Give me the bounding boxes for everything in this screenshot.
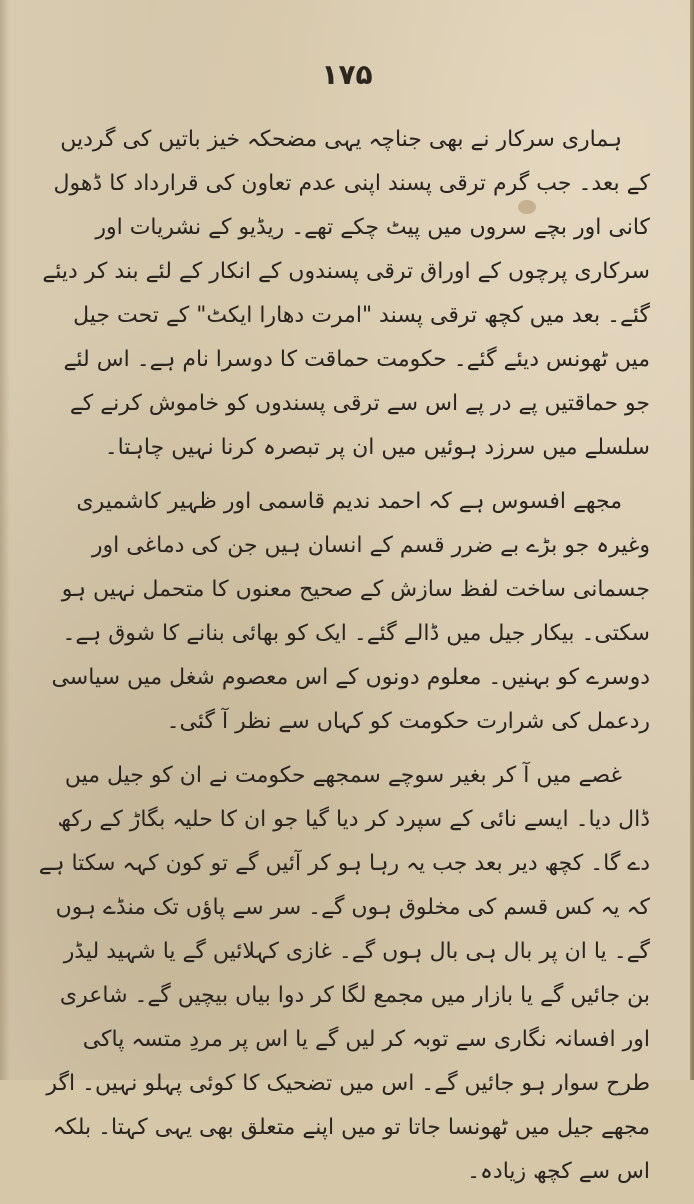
body-text bbox=[38, 118, 650, 1204]
paragraph-1: ہماری سرکار نے بھی جناچہ یہی مضحکہ خیز باتیں کی گردیں کے بعد۔ جب گرم ترقی پسند اپنی عدم تعاون کی قرارداد کا ڈھول کانی اور بچے سروں میں پیٹ چکے تھے۔ ریڈیو کے نشریات اور سرکاری پرچوں کے اوراق ترقی پسندوں کے انکار کے لئے بند کر دیئے گئے۔ بعد میں کچھ ترقی پسند "امرت دھارا ایکٹ" کے تحت جیل میں ٹھونس دیئے گئے۔ حکومت حماقت کا دوسرا نام ہے۔ اس لئے جو حماقتیں پے در پے اس سے ترقی پسندوں کو خاموش کرنے کے سلسلے میں سرزد ہوئیں میں ان پر تبصرہ کرنا نہیں چاہتا۔ bbox=[42, 127, 650, 460]
paragraph-2: مجھے افسوس ہے کہ احمد ندیم قاسمی اور ظہیر کاشمیری وغیرہ جو بڑے بے ضرر قسم کے انسان ہیں جن کی دماغی اور جسمانی ساخت لفظ سازش کے صحیح معنوں کا متحمل نہیں ہو سکتی۔ بیکار جیل میں ڈالے گئے۔ ایک کو بھائی بنانے کا شوق ہے۔ دوسرے کو بہنیں۔ معلوم دونوں کے اس معصوم شغل میں سیاسی ردعمل کی شرارت حکومت کو کہاں سے نظر آ گئی۔ bbox=[51, 489, 650, 734]
page-number: ۱۷۵ bbox=[321, 58, 373, 91]
page-edge-shadow bbox=[690, 0, 694, 1080]
paragraph-3: غصے میں آ کر بغیر سوچے سمجھے حکومت نے ان کو جیل میں ڈال دیا۔ ایسے نائی کے سپرد کر دیا گیا جو ان کا حلیہ بگاڑ کے رکھ دے گا۔ کچھ دیر بعد جب یہ رہا ہو کر آئیں گے تو کون کہہ سکتا ہے کہ یہ کس قسم کی مخلوق ہوں گے۔ سر سے پاؤں تک منڈے ہوں گے۔ یا ان پر بال ہی بال ہوں گے۔ غازی کہلائیں گے یا شہید لیڈر بن جائیں گے یا بازار میں مجمع لگا کر دوا بیاں بیچیں گے۔ شاعری اور افسانہ نگاری سے توبہ کر لیں گے یا اس پر مردِ متسہ پاکی طرح سوار ہو جائیں گے۔ اس میں تضحیک کا کوئی پہلو نہیں۔ اگر مجھے جیل میں ٹھونسا جاتا تو میں اپنے متعلق بھی یہی کہتا۔ بلکہ اس سے کچھ زیادہ۔ bbox=[38, 763, 650, 1184]
